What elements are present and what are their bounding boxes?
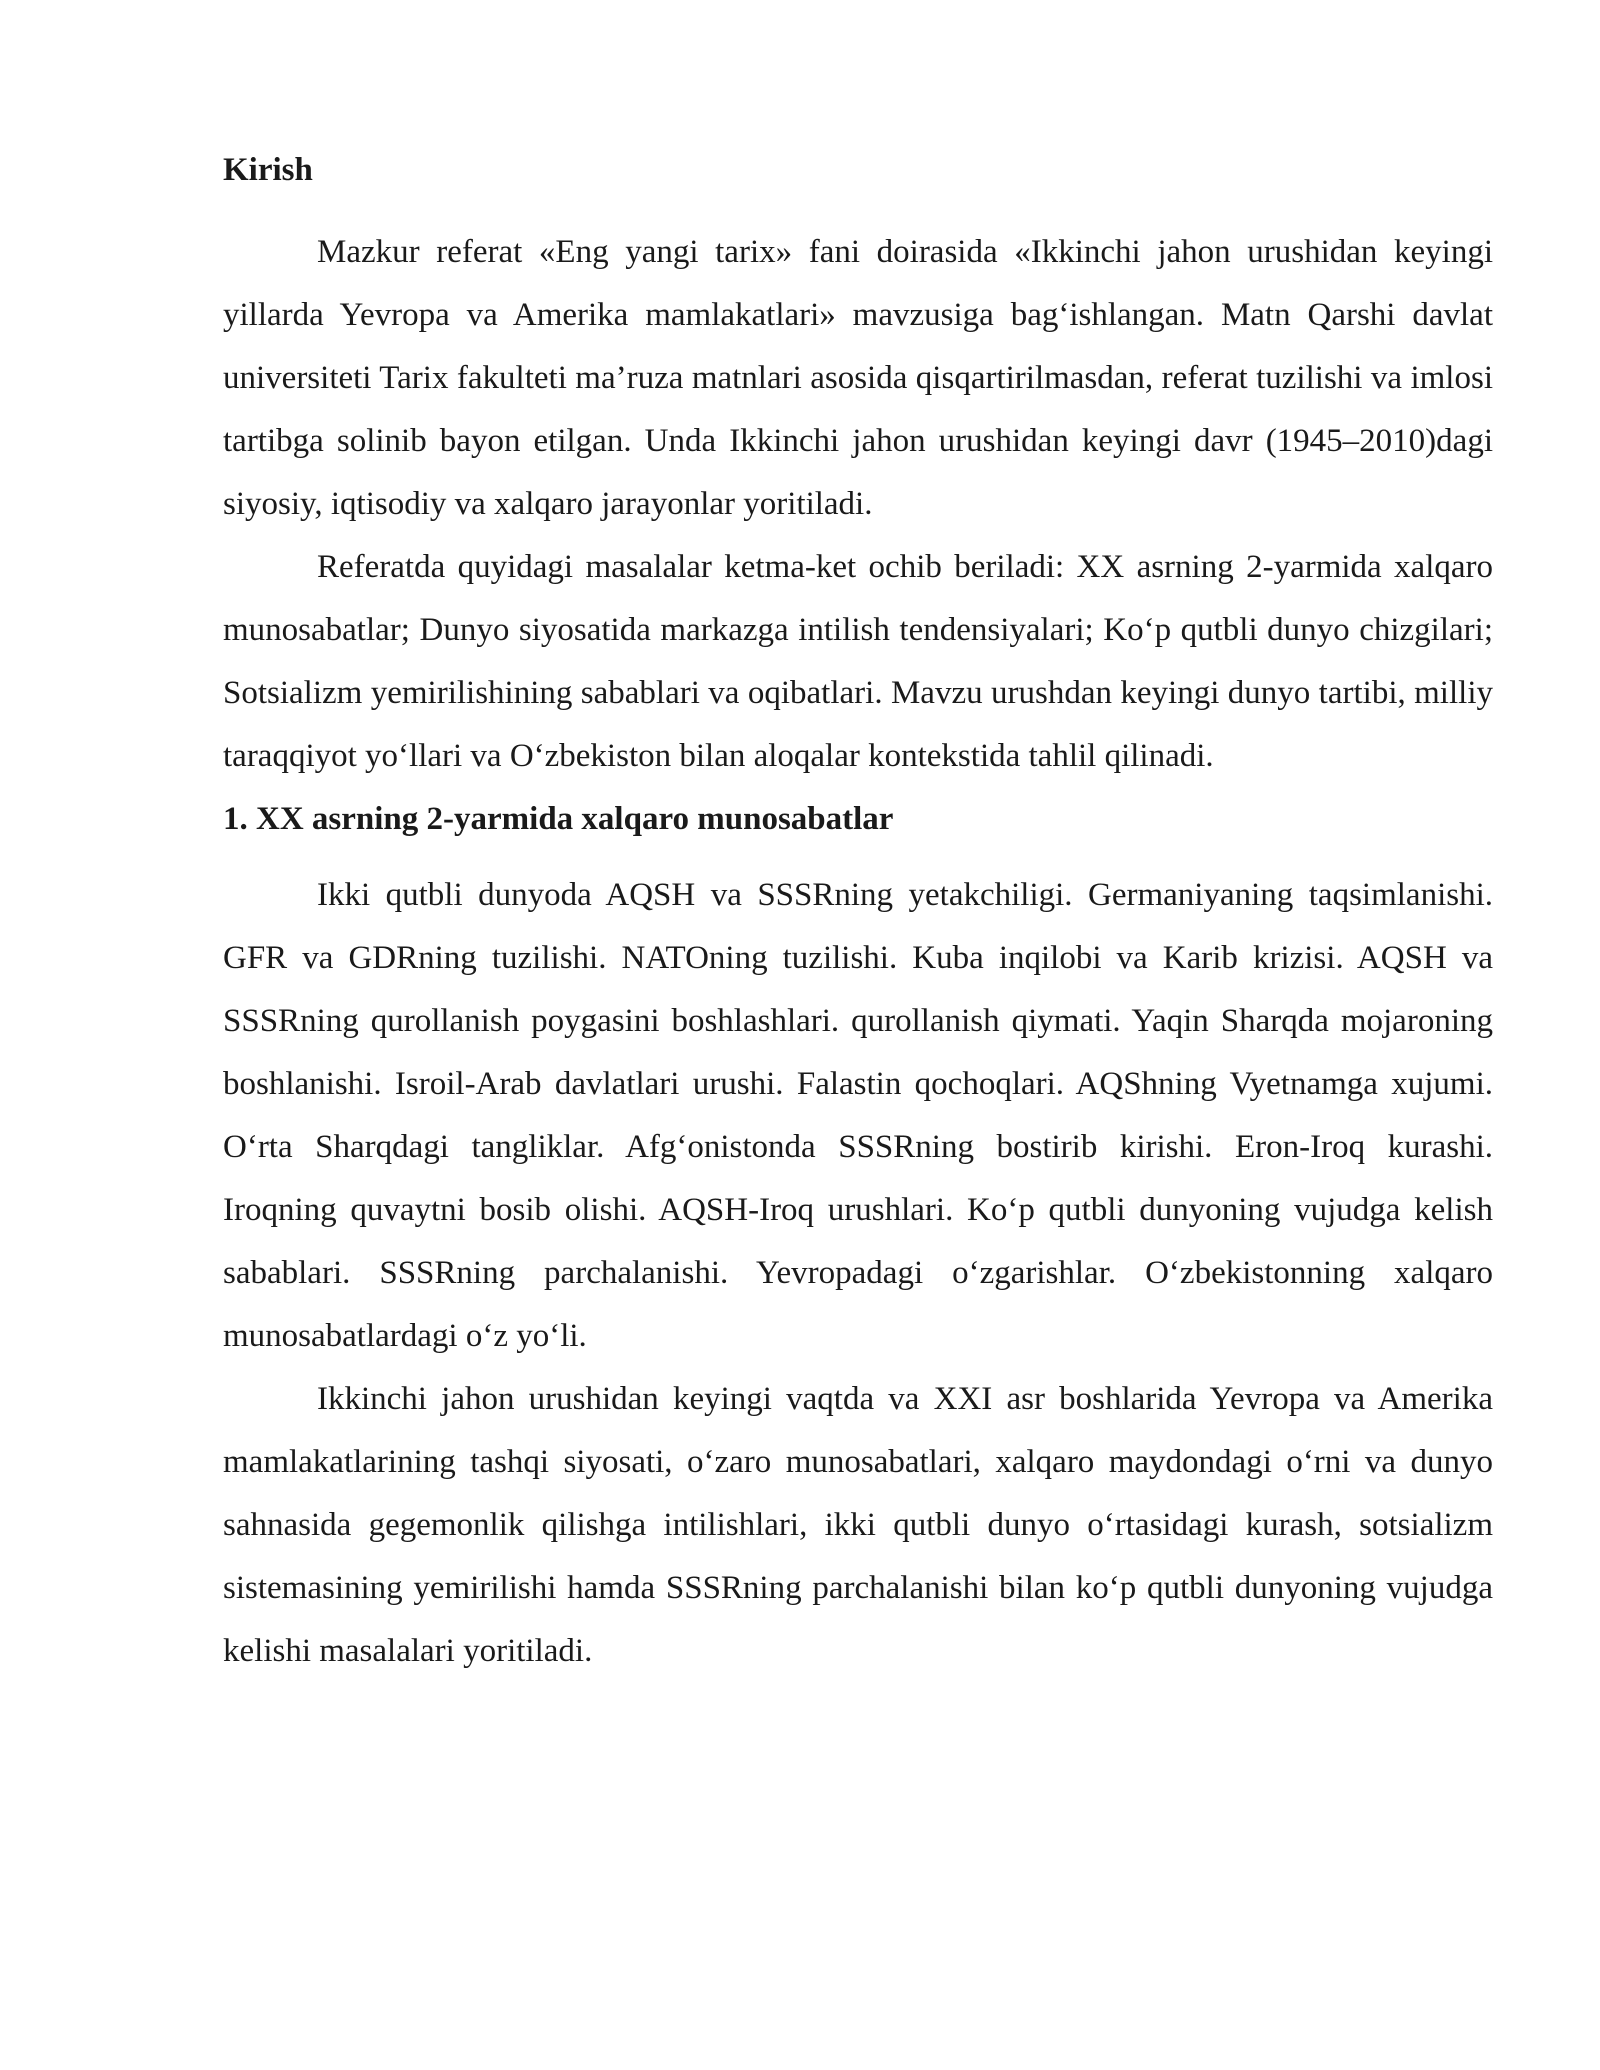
intro-paragraph-2: Referatda quyidagi masalalar ketma-ket ochib beriladi: XX asrning 2-yarmida xalqaro munosabatlar; Dunyo siyosatida markazga intilish tendensiyalari; Ko‘p qutbli dunyo chizgilari; Sotsializm yemirilishining sabablari va oqibatlari. Mavzu urushdan keyingi dunyo tartibi, milliy taraqqiyot yo‘llari va O‘zbekiston bilan aloqalar kontekstida tahlil qilinadi. <box>223 549 1493 774</box>
section-1-paragraph-1: Ikki qutbli dunyoda AQSH va SSSRning yetakchiligi. Germaniyaning taqsimlanishi. GFR va GDRning tuzilishi. NATOning tuzilishi. Kuba inqilobi va Karib krizisi. AQSH va SSSRning qurollanish poygasini boshlashlari. qurollanish qiymati. Yaqin Sharqda mojaroning boshlanishi. Isroil-Arab davlatlari urushi. Falastin qochoqlari. AQShning Vyetnamga xujumi. O‘rta Sharqdagi tangliklar. Afg‘onistonda SSSRning bostirib kirishi. Eron-Iroq kurashi. Iroqning quvaytni bosib olishi. AQSH-Iroq urushlari. Ko‘p qutbli dunyoning vujudga kelish sabablari. SSSRning parchalanishi. Yevropadagi o‘zgarishlar. O‘zbekistonning xalqaro munosabatlardagi o‘z yo‘li. <box>223 877 1493 1354</box>
intro-paragraph-1: Mazkur referat «Eng yangi tarix» fani doirasida «Ikkinchi jahon urushidan keyingi yillarda Yevropa va Amerika mamlakatlari» mavzusiga bag‘ishlangan. Matn Qarshi davlat universiteti Tarix fakulteti ma’ruza matnlari asosida qisqartirilmasdan, referat tuzilishi va imlosi tartibga solinib bayon etilgan. Unda Ikkinchi jahon urushidan keyingi davr (1945–2010)dagi siyosiy, iqtisodiy va xalqaro jarayonlar yoritiladi. <box>223 234 1493 522</box>
intro-heading: Kirish <box>223 152 313 188</box>
section-1-heading: 1. XX asrning 2-yarmida xalqaro munosabatlar <box>223 801 894 837</box>
document-page <box>223 145 1493 1683</box>
section-1-paragraph-2: Ikkinchi jahon urushidan keyingi vaqtda va XXI asr boshlarida Yevropa va Amerika mamlakatlarining tashqi siyosati, o‘zaro munosabatlari, xalqaro maydondagi o‘rni va dunyo sahnasida gegemonlik qilishga intilishlari, ikki qutbli dunyo o‘rtasidagi kurash, sotsializm sistemasining yemirilishi hamda SSSRning parchalanishi bilan ko‘p qutbli dunyoning vujudga kelishi masalalari yoritiladi. <box>223 1381 1493 1669</box>
